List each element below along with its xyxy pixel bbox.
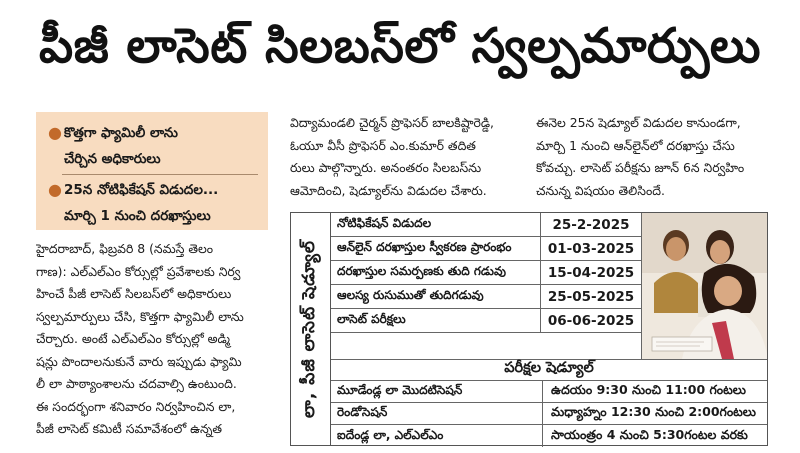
- session-time: మధ్యాహ్నం 12:30 నుంచి 2:00గంటలు: [551, 404, 756, 419]
- schedule-side-title-text: లా, పీజీ లాసెట్ షెడ్యూల్: [298, 240, 319, 418]
- article-line: లీ లా పాఠ్యాంశాలను చదవాల్సి ఉంటుంది.: [36, 376, 237, 391]
- bullet-icon: ●: [48, 180, 62, 199]
- article-line: కోవచ్చు. లాసెట్ పరీక్షను జూన్ 6న నిర్వహిం: [536, 160, 745, 175]
- article-line: షన్లు పొందాలనుకునే వారు ఇప్పుడు ఫ్యామి: [36, 353, 242, 369]
- table-row: [331, 381, 767, 403]
- bullet-icon: ●: [48, 123, 62, 142]
- table-row: [331, 309, 641, 333]
- article-line: హించే పీజీ లాసెట్ సిలబస్‌లో అధికారులు: [36, 286, 232, 301]
- article-column-right: [536, 112, 768, 202]
- headline: పీజీ లాసెట్ సిలబస్‌లో స్వల్పమార్పులు: [38, 18, 761, 74]
- article-line: చనున్న విషయం తెలిసిందే.: [536, 182, 665, 198]
- highlight-line: 25న నోటిఫికేషన్ విడుదల...: [64, 182, 219, 198]
- table-row: [331, 237, 641, 261]
- session-time: సాయంత్రం 4 నుంచి 5:30గంటల వరకు: [551, 426, 748, 442]
- highlight-item: [48, 120, 258, 172]
- session-name: రెండోసెషన్: [331, 403, 543, 424]
- table-row: [331, 261, 641, 285]
- highlight-line: కొత్తగా ఫ్యామిలీ లాను: [64, 125, 178, 141]
- article-column-left: [36, 238, 274, 441]
- schedule-side-title: [291, 213, 331, 445]
- table-row: [331, 403, 767, 425]
- article-line: స్వల్పమార్పులు చేసి, కొత్తగా ఫ్యామిలీ లాను: [36, 308, 244, 324]
- article-line: ఈనెల 25న షెడ్యూల్ విడుదల కానుండగా,: [536, 115, 741, 130]
- session-time: ఉదయం 9:30 నుంచి 11:00 గంటలు: [551, 382, 746, 397]
- highlights-box: [36, 112, 268, 230]
- table-row: [331, 213, 641, 237]
- event-name: ఆన్‌లైన్ దరఖాస్తుల స్వీకరణ ప్రారంభం: [331, 237, 541, 260]
- session-name: ఐదేండ్ల లా, ఎల్‌ఎల్‌ఎం: [331, 425, 543, 447]
- event-name: దరఖాస్తుల సమర్పణకు తుది గడువు: [331, 261, 541, 284]
- article-line: చేర్చారు. అంటే ఎల్‌ఎల్‌ఎం కోర్సుల్లో అడ్మి: [36, 331, 230, 346]
- event-date: 15-04-2025: [547, 264, 635, 281]
- highlight-item: [48, 177, 258, 229]
- event-name: ఆలస్య రుసుముతో తుదిగడువు: [331, 285, 541, 308]
- article-line: హైదరాబాద్, ఫిబ్రవరి 8 (నమస్తే తెలం: [36, 241, 214, 256]
- event-date: 25-05-2025: [547, 288, 635, 305]
- article-line: విద్యామండలి చైర్మన్ ప్రొఫెసర్ బాలకిష్టారెడ్డి,: [290, 115, 494, 130]
- exam-schedule-heading: పరీక్షల షెడ్యూల్: [331, 359, 767, 381]
- event-date: 06-06-2025: [547, 312, 635, 329]
- event-date: 01-03-2025: [547, 240, 635, 257]
- article-line: ఈ సందర్భంగా శనివారం నిర్వహించిన లా,: [36, 398, 236, 414]
- table-row: [331, 425, 767, 447]
- divider: [62, 174, 258, 175]
- students-photo: [641, 213, 767, 359]
- article-line: రులు పాల్గొన్నారు. అనంతరం సిలబస్‌ను: [290, 160, 482, 175]
- session-name: మూడేండ్ల లా మొదటిసెషన్: [331, 381, 543, 402]
- event-name: లాసెట్ పరీక్షలు: [331, 309, 541, 332]
- schedule-table: [290, 212, 768, 446]
- article-column-middle: [290, 112, 522, 202]
- highlight-line: మార్చి 1 నుంచి దరఖాస్తులు: [64, 208, 211, 224]
- article-line: మార్చి 1 నుంచి ఆన్‌లైన్‌లో దరఖాస్తు చేసు: [536, 137, 735, 153]
- article-line: పీజీ లాసెట్ కమిటీ సమావేశంలో ఉన్నత: [36, 421, 223, 436]
- event-name: నోటిఫికేషన్ విడుదల: [331, 213, 541, 236]
- event-date: 25-2-2025: [552, 216, 630, 233]
- students-photo-illustration: [642, 213, 767, 359]
- table-row: [331, 285, 641, 309]
- article-line: గాణ): ఎల్‌ఎల్‌ఎం కోర్సుల్లో ప్రవేశాలకు నిర్వ: [36, 263, 241, 279]
- article-line: ఆమోదించి, షెడ్యూల్‌ను విడుదల చేశారు.: [290, 182, 487, 198]
- article-line: ఓయూ వీసీ ప్రొఫెసర్ ఎం.కుమార్ తదిత: [290, 137, 476, 153]
- highlight-line: చేర్చిన అధికారులు: [64, 151, 161, 167]
